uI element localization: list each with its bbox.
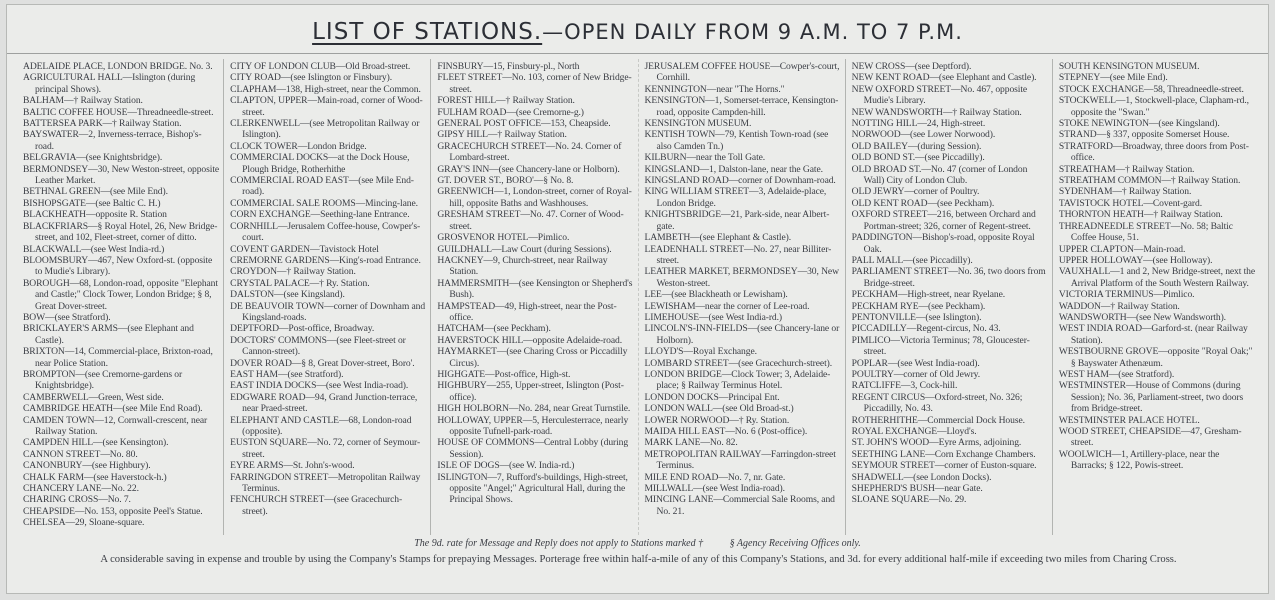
station-entry: HAYMARKET—(see Charing Cross or Piccadilly Circus).	[437, 346, 628, 369]
station-column-5	[846, 59, 1053, 535]
station-entry: LAMBETH—(see Elephant & Castle).	[644, 232, 792, 244]
station-entry: GRAY'S INN—(see Chancery-lane or Holborn).	[437, 163, 620, 175]
station-entry: KENSINGTON—1, Somerset-terrace, Kensington-road, opposite Campden-hill.	[644, 95, 839, 118]
station-entry: ISLINGTON—7, Rufford's-buildings, High-street, opposite "Angel;" Agricultural Hall, during the Principal Shows.	[437, 471, 628, 506]
station-entry: CLERKENWELL—(see Metropolitan Railway or Islington).	[230, 118, 420, 141]
footnote	[7, 538, 1268, 549]
station-entry: VICTORIA TERMINUS—Pimlico.	[1058, 289, 1195, 301]
station-entry: BLACKHEATH—opposite R. Station	[23, 209, 167, 221]
station-entry: LEE—(see Blackheath or Lewisham).	[644, 289, 788, 301]
station-entry: HOLLOWAY, UPPER—5, Herculesterrace, nearly opposite Tufnell-park-road.	[437, 414, 629, 437]
station-entry: JERUSALEM COFFEE HOUSE—Cowper's-court, Cornhill.	[644, 61, 840, 84]
station-entry: ST. JOHN'S WOOD—Eyre Arms, adjoining.	[851, 437, 1022, 449]
station-entry: UPPER CLAPTON—Main-road.	[1058, 243, 1186, 255]
station-entry: CLAPHAM—138, High-street, near the Common.	[230, 83, 421, 95]
station-entry: STOKE NEWINGTON—(see Kingsland).	[1058, 118, 1220, 130]
station-entry: GREENWICH—1, London-street, corner of Royal-hill, opposite Baths and Washhouses.	[437, 186, 632, 209]
station-entry: BALTIC COFFEE HOUSE—Threadneedle-street.	[23, 106, 214, 118]
station-entry: BLACKFRIARS—§ Royal Hotel, 26, New Bridge-street, and 102, Fleet-street, corner of ditto.	[23, 220, 218, 244]
station-entry: NORWOOD—(see Lower Norwood).	[851, 129, 996, 141]
station-entry: LLOYD'S—Royal Exchange.	[644, 346, 757, 358]
station-entry: LONDON WALL—(see Old Broad-st.)	[644, 403, 794, 415]
station-entry: THREADNEEDLE STREET—No. 58; Baltic Coffee House, 51.	[1058, 220, 1233, 244]
station-entry: WANDSWORTH—(see New Wandsworth).	[1058, 311, 1226, 323]
station-entry: EAST HAM—(see Stratford).	[230, 368, 344, 380]
station-entry: NEW KENT ROAD—(see Elephant and Castle).	[851, 72, 1037, 84]
station-entry: PALL MALL—(see Piccadilly).	[851, 254, 973, 266]
station-entry: POPLAR—(see West India-road).	[851, 357, 980, 369]
station-entry: OLD JEWRY—corner of Poultry.	[851, 186, 980, 198]
station-entry: STOCK EXCHANGE—58, Threadneedle-street.	[1058, 83, 1244, 95]
station-entry: EYRE ARMS—St. John's-wood.	[230, 460, 355, 472]
station-entry: SEYMOUR STREET—corner of Euston-square.	[851, 460, 1037, 472]
station-entry: BELGRAVIA—(see Knightsbridge).	[23, 152, 163, 164]
station-entry: HIGHGATE—Post-office, High-st.	[437, 368, 571, 380]
station-entry: LONDON BRIDGE—Clock Tower; 3, Adelaide-place; § Railway Terminus Hotel.	[644, 368, 831, 392]
station-entry: EUSTON SQUARE—No. 72, corner of Seymour-street.	[230, 437, 421, 460]
station-entry: OLD BAILEY—(during Session).	[851, 140, 982, 152]
station-entry: HAMMERSMITH—(see Kensington or Shepherd's Bush).	[437, 277, 633, 301]
station-entry: KINGSLAND ROAD—corner of Downham-road.	[644, 175, 836, 187]
station-entry: CLAPTON, UPPER—Main-road, corner of Wood-street.	[230, 95, 423, 118]
station-entry: KINGSLAND—1, Dalston-lane, near the Gate.	[644, 163, 823, 175]
station-entry: RATCLIFFE—3, Cock-hill.	[851, 380, 958, 392]
station-entry: MILE END ROAD—No. 7, nr. Gate.	[644, 471, 786, 483]
station-entry: SLOANE SQUARE—No. 29.	[851, 494, 967, 506]
station-entry: WESTBOURNE GROVE—opposite "Royal Oak;" § Bayswater Athenæum.	[1058, 346, 1253, 369]
station-entry: LOMBARD STREET—(see Gracechurch-street).	[644, 357, 833, 369]
station-entry: ISLE OF DOGS—(see W. India-rd.)	[437, 460, 575, 472]
station-entry: METROPOLITAN RAILWAY—Farringdon-street Terminus.	[644, 448, 836, 472]
station-entry: KENSINGTON MUSEUM.	[644, 118, 752, 130]
station-entry: LEATHER MARKET, BERMONDSEY—30, New Weston-street.	[644, 266, 839, 289]
station-entry: HIGH HOLBORN—No. 284, near Great Turnstile.	[437, 403, 631, 415]
station-entry: PICCADILLY—Regent-circus, No. 43.	[851, 323, 1001, 335]
station-entry: KENTISH TOWN—79, Kentish Town-road (see also Camden Tn.)	[644, 129, 829, 152]
station-entry: COVENT GARDEN—Tavistock Hotel	[230, 243, 379, 255]
station-entry: GIPSY HILL—† Railway Station.	[437, 129, 567, 141]
station-entry: DOCTORS' COMMONS—(see Fleet-street or Cannon-street).	[230, 334, 406, 358]
station-entry: LONDON DOCKS—Principal Ent.	[644, 391, 780, 403]
station-entry: EAST INDIA DOCKS—(see West India-road).	[230, 380, 409, 392]
station-entry: FENCHURCH STREET—(see Gracechurch-street).	[230, 494, 403, 517]
station-entry: DE BEAUVOIR TOWN—corner of Downham and Kingsland-roads.	[230, 300, 426, 323]
station-entry: STOCKWELL—1, Stockwell-place, Clapham-rd., opposite the "Swan."	[1058, 95, 1249, 118]
station-entry: CAMDEN TOWN—12, Cornwall-crescent, near Railway Station.	[23, 414, 208, 437]
station-entry: COMMERCIAL DOCKS—at the Dock House, Plough Bridge, Rotherhithe	[230, 152, 410, 175]
stamps-notice: A considerable saving in expense and trouble by using the Company's Stamps for prepaying Messages. Porterage free within half-a-mile of any of this Company's Stations, and 3d. for every additional half-mile if exceeding two miles from Charing Cross.	[100, 554, 1177, 565]
station-entry: STREATHAM COMMON—† Railway Station.	[1058, 175, 1241, 187]
station-entry: LEADENHALL STREET—No. 27, near Billiter-street.	[644, 243, 832, 266]
station-entry: POULTRY—corner of Old Jewry.	[851, 368, 981, 380]
station-entry: PENTONVILLE—(see Islington).	[851, 311, 982, 323]
station-entry: PECKHAM RYE—(see Peckham).	[851, 300, 986, 312]
station-entry: NEW OXFORD STREET—No. 467, opposite Mudie's Library.	[851, 83, 1028, 107]
station-entry: BALHAM—† Railway Station.	[23, 95, 143, 107]
station-entry: CHELSEA—29, Sloane-square.	[23, 517, 145, 529]
station-entry: CAMBERWELL—Green, West side.	[23, 391, 164, 403]
station-column-4	[639, 59, 846, 535]
station-column-1	[17, 59, 224, 535]
station-entry: PIMLICO—Victoria Terminus; 78, Gloucester-street.	[851, 334, 1030, 358]
station-entry: BLACKWALL—(see West India-rd.)	[23, 243, 165, 255]
station-column-3	[431, 59, 638, 535]
station-entry: SEETHING LANE—Corn Exchange Chambers.	[851, 448, 1036, 460]
station-entry: FINSBURY—15, Finsbury-pl., North	[437, 61, 580, 72]
station-entry: GRACECHURCH STREET—No. 24. Corner of Lombard-street.	[437, 140, 622, 164]
station-entry: VAUXHALL—1 and 2, New Bridge-street, next the Arrival Platform of the South Western Railway.	[1058, 266, 1256, 289]
station-entry: BOROUGH—68, London-road, opposite "Elephant and Castle;" Clock Tower, London Bridge; § 8, Great Dover-street.	[23, 277, 218, 312]
station-entry: CAMBRIDGE HEATH—(see Mile End Road).	[23, 403, 203, 415]
station-entry: CORNHILL—Jerusalem Coffee-house, Cowper's-court.	[230, 220, 421, 244]
station-entry: LIMEHOUSE—(see West India-rd.)	[644, 311, 783, 323]
station-entry: BERMONDSEY—30, New Weston-street, opposite Leather Market.	[23, 163, 220, 187]
station-entry: WEST INDIA ROAD—Garford-st. (near Railway Station).	[1058, 323, 1248, 346]
station-entry: GROSVENOR HOTEL—Pimlico.	[437, 232, 570, 244]
station-entry: HAVERSTOCK HILL—opposite Adelaide-road.	[437, 334, 622, 346]
station-entry: DEPTFORD—Post-office, Broadway.	[230, 323, 375, 335]
station-entry: NOTTING HILL—24, High-street.	[851, 118, 986, 130]
station-entry: CITY OF LONDON CLUB—Old Broad-street.	[230, 61, 411, 72]
station-column-6	[1053, 59, 1260, 535]
station-entry: LOWER NORWOOD—† Ry. Station.	[644, 414, 790, 426]
station-entry: OLD BROAD ST.—No. 47 (corner of London Wall) City of London Club.	[851, 163, 1028, 187]
station-entry: OLD KENT ROAD—(see Peckham).	[851, 197, 995, 209]
station-columns	[17, 59, 1260, 535]
station-entry: WOOLWICH—1, Artillery-place, near the Barracks; § 122, Powis-street.	[1058, 448, 1220, 472]
stations-sheet	[6, 4, 1269, 594]
station-entry: SOUTH KENSINGTON MUSEUM.	[1058, 61, 1200, 72]
title-rest: —OPEN DAILY FROM 9 A.M. TO 7 P.M.	[542, 20, 963, 44]
station-entry: SYDENHAM—† Railway Station.	[1058, 186, 1192, 198]
station-entry: CROYDON—† Railway Station.	[230, 266, 356, 278]
station-entry: SHEPHERD'S BUSH—near Gate.	[851, 483, 983, 495]
station-entry: LEWISHAM—near the corner of Lee-road.	[644, 300, 810, 312]
station-entry: NEW CROSS—(see Deptford).	[851, 61, 972, 72]
station-entry: DOVER ROAD—§ 8, Great Dover-street, Boro'.	[230, 357, 415, 369]
station-entry: WESTMINSTER PALACE HOTEL.	[1058, 414, 1200, 426]
station-entry: KILBURN—near the Toll Gate.	[644, 152, 766, 164]
station-entry: CITY ROAD—(see Islington or Finsbury).	[230, 72, 393, 84]
station-entry: GT. DOVER ST., BORO'—§ No. 8.	[437, 175, 574, 187]
station-entry: HIGHBURY—255, Upper-street, Islington (Post-office).	[437, 380, 624, 403]
station-entry: PECKHAM—High-street, near Ryelane.	[851, 289, 1006, 301]
station-entry: COMMERCIAL ROAD EAST—(see Mile End-road).	[230, 175, 414, 198]
station-entry: BRICKLAYER'S ARMS—(see Elephant and Castle).	[23, 323, 194, 346]
station-entry: FULHAM ROAD—(see Cremorne-g.)	[437, 106, 584, 118]
station-entry: WEST HAM—(see Stratford).	[1058, 368, 1175, 380]
station-entry: THORNTON HEATH—† Railway Station.	[1058, 209, 1223, 221]
station-entry: WADDON—† Railway Station.	[1058, 300, 1180, 312]
station-entry: ADELAIDE PLACE, LONDON BRIDGE. No. 3.	[23, 61, 213, 72]
station-entry: DALSTON—(see Kingsland).	[230, 289, 345, 301]
station-entry: BLOOMSBURY—467, New Oxford-st. (opposite to Mudie's Library).	[23, 254, 213, 278]
station-entry: STRAND—§ 337, opposite Somerset House.	[1058, 129, 1230, 141]
station-entry: NEW WANDSWORTH—† Railway Station.	[851, 106, 1022, 118]
station-entry: PARLIAMENT STREET—No. 36, two doors from Bridge-street.	[851, 266, 1046, 289]
station-entry: CAMPDEN HILL—(see Kensington).	[23, 437, 169, 449]
station-entry: ELEPHANT AND CASTLE—68, London-road (opposite).	[230, 414, 412, 437]
station-entry: BRIXTON—14, Commercial-place, Brixton-road, near Police Station.	[23, 346, 213, 369]
station-entry: BISHOPSGATE—(see Baltic C. H.)	[23, 197, 161, 209]
station-entry: UPPER HOLLOWAY—(see Holloway).	[1058, 254, 1213, 266]
station-entry: CLOCK TOWER—London Bridge.	[230, 140, 367, 152]
station-entry: AGRICULTURAL HALL—Islington (during principal Shows).	[23, 72, 196, 95]
station-entry: OXFORD STREET—216, between Orchard and Portman-street; 326, corner of Regent-street.	[851, 209, 1036, 232]
page-title	[7, 19, 1268, 45]
station-entry: BOW—(see Stratford).	[23, 311, 111, 323]
station-entry: TAVISTOCK HOTEL—Covent-gard.	[1058, 197, 1202, 209]
station-entry: CHEAPSIDE—No. 153, opposite Peel's Statue.	[23, 505, 203, 517]
station-entry: CHANCERY LANE—No. 22.	[23, 483, 139, 495]
station-entry: HAMPSTEAD—49, High-street, near the Post-office.	[437, 300, 617, 323]
station-entry: BETHNAL GREEN—(see Mile End).	[23, 186, 168, 198]
station-entry: CREMORNE GARDENS—King's-road Entrance.	[230, 254, 421, 266]
station-entry: REGENT CIRCUS—Oxford-street, No. 326; Piccadilly, No. 43.	[851, 391, 1023, 415]
station-entry: FLEET STREET—No. 103, corner of New Bridge-street.	[437, 72, 632, 95]
station-entry: FOREST HILL—† Railway Station.	[437, 95, 575, 107]
station-entry: HACKNEY—9, Church-street, near Railway Station.	[437, 254, 608, 278]
title-divider	[7, 53, 1268, 54]
station-entry: BAYSWATER—2, Inverness-terrace, Bishop's-road.	[23, 129, 202, 152]
station-entry: CORN EXCHANGE—Seething-lane Entrance.	[230, 209, 410, 221]
station-entry: MINCING LANE—Commercial Sale Rooms, and No. 21.	[644, 494, 835, 517]
station-entry: KNIGHTSBRIDGE—21, Park-side, near Albert-gate.	[644, 209, 830, 232]
station-entry: COMMERCIAL SALE ROOMS—Mincing-lane.	[230, 197, 418, 209]
station-entry: BATTERSEA PARK—† Railway Station.	[23, 118, 182, 130]
footnote-rate-note: The 9d. rate for Message and Reply does not apply to Stations marked †	[414, 538, 704, 549]
station-entry: CANONBURY—(see Highbury).	[23, 460, 151, 472]
station-column-2	[224, 59, 431, 535]
station-entry: KING WILLIAM STREET—3, Adelaide-place, London Bridge.	[644, 186, 827, 209]
station-entry: CRYSTAL PALACE—† Ry. Station.	[230, 277, 370, 289]
station-entry: MAIDA HILL EAST—No. 6 (Post-office).	[644, 426, 808, 437]
station-entry: OLD BOND ST.—(see Piccadilly).	[851, 152, 985, 164]
station-entry: STEPNEY—(see Mile End).	[1058, 72, 1168, 84]
station-entry: HATCHAM—(see Peckham).	[437, 323, 551, 335]
station-entry: MILLWALL—(see West India-road).	[644, 483, 785, 495]
station-entry: WOOD STREET, CHEAPSIDE—47, Gresham-street.	[1058, 426, 1242, 449]
station-entry: ROYAL EXCHANGE—Lloyd's.	[851, 426, 977, 437]
station-entry: BROMPTON—(see Cremorne-gardens or Knightsbridge).	[23, 368, 183, 392]
station-entry: EDGWARE ROAD—94, Grand Junction-terrace, near Praed-street.	[230, 391, 418, 415]
station-entry: WESTMINSTER—House of Commons (during Session); No. 36, Parliament-street, two doors from Bridge-street.	[1058, 380, 1244, 415]
station-entry: FARRINGDON STREET—Metropolitan Railway Terminus.	[230, 471, 421, 495]
station-entry: GENERAL POST OFFICE—153, Cheapside.	[437, 118, 611, 130]
station-entry: ROTHERHITHE—Commercial Dock House.	[851, 414, 1025, 426]
station-entry: STREATHAM—† Railway Station.	[1058, 163, 1195, 175]
station-entry: LINCOLN'S-INN-FIELDS—(see Chancery-lane or Holborn).	[644, 323, 840, 346]
station-entry: CANNON STREET—No. 80.	[23, 448, 138, 460]
station-entry: HOUSE OF COMMONS—Central Lobby (during Session).	[437, 437, 629, 460]
station-entry: STRATFORD—Broadway, three doors from Post-office.	[1058, 140, 1249, 164]
station-entry: PADDINGTON—Bishop's-road, opposite Royal Oak.	[851, 232, 1035, 255]
title-lead: LIST OF STATIONS.	[312, 19, 543, 45]
station-entry: GUILDHALL—Law Court (during Sessions).	[437, 243, 612, 255]
station-entry: GRESHAM STREET—No. 47. Corner of Wood-street.	[437, 209, 624, 232]
station-entry: CHARING CROSS—No. 7.	[23, 494, 131, 506]
footnote-agency-note: § Agency Receiving Offices only.	[729, 538, 861, 549]
station-entry: SHADWELL—(see London Docks).	[851, 471, 992, 483]
station-entry: KENNINGTON—near "The Horns."	[644, 83, 785, 95]
station-entry: CHALK FARM—(see Haverstock-h.)	[23, 471, 167, 483]
station-entry: MARK LANE—No. 82.	[644, 437, 738, 449]
